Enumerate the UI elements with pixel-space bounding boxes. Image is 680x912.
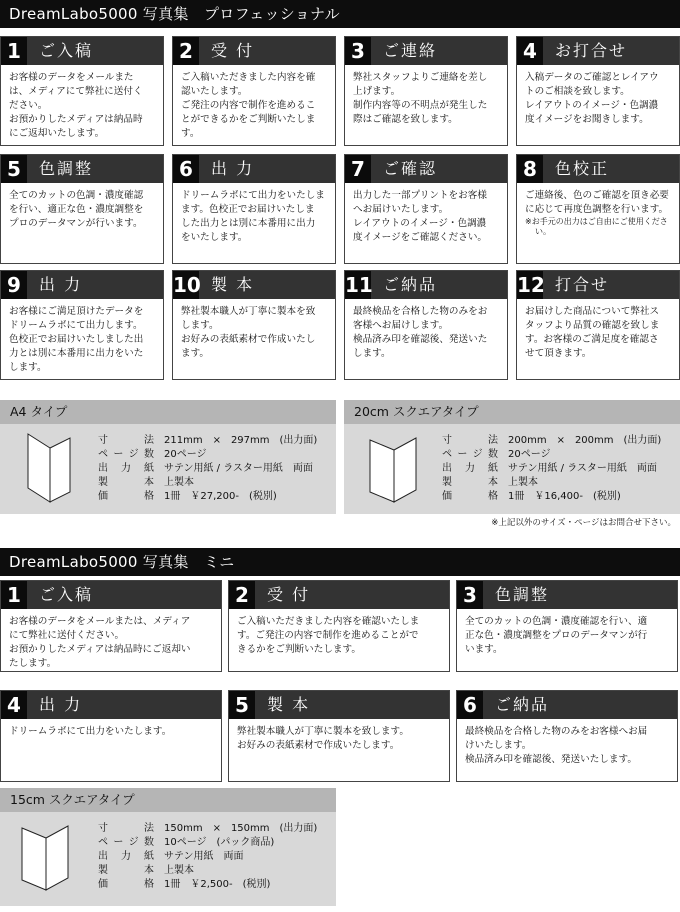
description-line: す。お客様のご満足度を確認さ xyxy=(525,334,659,345)
20cm-type-heading: 20cm スクエアタイプ xyxy=(344,400,680,424)
description-line: す。ご発注の内容で制作を進めることがで xyxy=(237,630,419,641)
step-title: 出 力 xyxy=(39,695,83,714)
15cm-specs xyxy=(98,822,317,892)
description-line: お届けした商品について弊社ス xyxy=(525,306,660,317)
step-title: ご納品 xyxy=(495,695,550,714)
15cm-type-heading: 15cm スクエアタイプ xyxy=(0,788,336,812)
step-description xyxy=(173,65,335,141)
description-line: ださい。 xyxy=(9,100,48,111)
spec-label: 寸 法 xyxy=(98,435,154,446)
description-line: 出力した一部プリントをお客様 xyxy=(353,190,487,201)
step-box xyxy=(516,270,680,380)
spec-label: 寸 法 xyxy=(442,435,498,446)
step-header xyxy=(229,691,449,719)
description-line: とができるかをご判断いたします。 xyxy=(181,114,316,139)
step-box xyxy=(0,270,164,380)
step-description xyxy=(345,65,507,127)
step-description xyxy=(229,609,449,657)
step-box xyxy=(0,690,222,782)
spec-value: サテン用紙 / ラスター用紙 両面 xyxy=(164,463,313,474)
step-title: 受 付 xyxy=(267,585,311,604)
step-title: 色調整 xyxy=(495,585,550,604)
spec-value: 上製本 xyxy=(508,477,538,488)
size-inquiry-note: ※上記以外のサイズ・ページはお問合せ下さい。 xyxy=(491,518,676,528)
step-box xyxy=(344,270,508,380)
step-header xyxy=(173,37,335,65)
description-line: 制作内容等の不明点が発生した xyxy=(353,100,488,111)
step-header xyxy=(517,271,679,299)
step-header xyxy=(1,581,221,609)
description-line: ご連絡後、色のご確認を頂き必要 xyxy=(525,190,669,201)
step-description xyxy=(457,609,677,657)
step-description xyxy=(517,65,679,127)
description-line: 際はご確認を致します。 xyxy=(353,114,458,125)
step-number: 12 xyxy=(517,273,545,297)
description-line: ドリームラボにて出力をいたしま xyxy=(181,190,325,201)
step-header xyxy=(457,581,677,609)
spec-value: サテン用紙 / ラスター用紙 両面 xyxy=(508,463,657,474)
step-header xyxy=(1,155,163,183)
step-title: 打合せ xyxy=(555,275,610,294)
description-line: した出力とは別に本番用に出力 xyxy=(181,218,316,229)
spec-label: 価 格 xyxy=(98,491,154,502)
step-number: 3 xyxy=(345,37,371,65)
step-description xyxy=(517,299,679,361)
step-description xyxy=(517,183,679,237)
step-number: 3 xyxy=(457,581,483,609)
step-title: 製 本 xyxy=(267,695,311,714)
description-line: 全てのカットの色調・濃度確認 xyxy=(9,190,144,201)
step-box xyxy=(172,154,336,264)
description-line: プロのデータマンが行います。 xyxy=(9,218,143,229)
step-box xyxy=(344,36,508,146)
spec-label: ページ数 xyxy=(98,449,154,460)
step-box xyxy=(172,270,336,380)
a4-specs xyxy=(98,434,317,504)
description-line: 客様へお届けします。 xyxy=(353,320,449,331)
step-number: 1 xyxy=(1,581,27,609)
step-number: 9 xyxy=(1,271,27,299)
description-line: します。 xyxy=(9,362,47,373)
step-title: ご納品 xyxy=(383,275,438,294)
step-description xyxy=(173,183,335,245)
spec-value: 1冊 ￥2,500- (税別) xyxy=(164,879,271,890)
spec-value: 上製本 xyxy=(164,865,194,876)
spec-value: 20ページ xyxy=(508,449,551,460)
20cm-type-panel xyxy=(344,424,680,514)
spec-label: 寸 法 xyxy=(98,823,154,834)
step-header xyxy=(457,691,677,719)
spec-value: 1冊 ￥16,400- (税別) xyxy=(508,491,621,502)
step-description xyxy=(1,183,163,231)
description-line: 弊社製本職人が丁寧に製本を致します。 xyxy=(237,726,409,737)
spec-label: 出力紙 xyxy=(98,463,154,474)
step-title: 出 力 xyxy=(211,159,255,178)
step-header xyxy=(345,37,507,65)
description-line: 度イメージをお聞きします。 xyxy=(525,114,649,125)
step-number: 2 xyxy=(229,581,255,609)
step-number: 10 xyxy=(173,273,201,297)
step-box xyxy=(456,580,678,672)
step-header xyxy=(173,155,335,183)
description-line: 度イメージをご確認ください。 xyxy=(353,232,488,243)
step-box xyxy=(228,690,450,782)
step-description xyxy=(1,609,221,671)
description-line: は、メディアにて弊社に送付く xyxy=(9,86,143,97)
description-line: にて弊社に送付ください。 xyxy=(9,630,125,641)
spec-value: 211mm × 297mm (出力面) xyxy=(164,435,318,446)
step-box xyxy=(228,580,450,672)
step-title: ご確認 xyxy=(383,159,438,178)
step-description xyxy=(457,719,677,767)
pro-banner: DreamLabo5000 写真集 プロフェッショナル xyxy=(0,0,680,28)
step-description xyxy=(173,299,335,361)
description-line: けいたします。 xyxy=(465,740,532,751)
step-description xyxy=(1,719,221,739)
a4-type-heading: A4 タイプ xyxy=(0,400,336,424)
description-line: ます。色校正でお届けいたしま xyxy=(181,204,315,215)
step-header xyxy=(345,155,507,183)
description-line: 色校正でお届けいたしました出 xyxy=(9,334,144,345)
description-line: きるかをご判断いたします。 xyxy=(237,644,361,655)
description-line: ご発注の内容で制作を進めるこ xyxy=(181,100,316,111)
step-header xyxy=(345,271,507,299)
description-line: 最終検品を合格した物のみをお客様へお届 xyxy=(465,726,648,737)
description-line: へお届けいたします。 xyxy=(353,204,449,215)
description-line: お好みの表紙素材で作成いたし xyxy=(181,334,316,345)
step-box xyxy=(516,36,680,146)
step-header xyxy=(517,37,679,65)
description-line: お好みの表紙素材で作成いたします。 xyxy=(237,740,400,751)
description-line: ご入稿いただきました内容を確 xyxy=(181,72,316,83)
step-number: 1 xyxy=(1,37,27,65)
step-number: 2 xyxy=(173,37,199,65)
step-box xyxy=(172,36,336,146)
spec-label: 製 本 xyxy=(98,477,154,488)
description-line: にご返却いたします。 xyxy=(9,128,105,139)
description-line: レイアウトのイメージ・色調濃 xyxy=(525,100,659,111)
step-note: ※お手元の出力はご自由にご使用ください。 xyxy=(525,217,668,236)
spec-label: 製 本 xyxy=(442,477,498,488)
step-header xyxy=(1,691,221,719)
description-line: 検品済み印を確認後、発送いた xyxy=(353,334,488,345)
step-number: 5 xyxy=(229,691,255,719)
description-line: せて頂きます。 xyxy=(525,348,592,359)
description-line: ご入稿いただきました内容を確認いたしま xyxy=(237,616,420,627)
step-number: 8 xyxy=(517,155,543,183)
description-line: ます。 xyxy=(181,348,210,359)
spec-label: ページ数 xyxy=(98,837,154,848)
description-line: 上げます。 xyxy=(353,86,401,97)
step-description xyxy=(345,183,507,245)
description-line: レイアウトのイメージ・色調濃 xyxy=(353,218,487,229)
description-line: を行い、適正な色・濃度調整を xyxy=(9,204,144,215)
description-line: 入稿データのご確認とレイアウ xyxy=(525,72,659,83)
description-line: ドリームラボにて出力をいたします。 xyxy=(9,726,172,737)
description-line: をいたします。 xyxy=(181,232,248,243)
step-box xyxy=(456,690,678,782)
open-book-icon xyxy=(368,434,418,504)
spec-value: 20ページ xyxy=(164,449,207,460)
15cm-type-panel xyxy=(0,812,336,906)
description-line: います。 xyxy=(465,644,503,655)
spec-label: 製 本 xyxy=(98,865,154,876)
description-line: 正な色・濃度調整をプロのデータマンが行 xyxy=(465,630,648,641)
step-header xyxy=(1,37,163,65)
step-description xyxy=(1,65,163,141)
step-header xyxy=(173,271,335,299)
spec-label: 価 格 xyxy=(442,491,498,502)
description-line: 最終検品を合格した物のみをお xyxy=(353,306,488,317)
step-number: 4 xyxy=(517,37,543,65)
description-line: 全てのカットの色調・濃度確認を行い、適 xyxy=(465,616,648,627)
step-header xyxy=(1,271,163,299)
step-title: ご連絡 xyxy=(383,41,438,60)
20cm-specs xyxy=(442,434,661,504)
description-line: お客様のデータをメールまたは、メディア xyxy=(9,616,191,627)
step-number: 6 xyxy=(457,691,483,719)
description-line: タッフより品質の確認を致しま xyxy=(525,320,660,331)
step-box xyxy=(344,154,508,264)
description-line: に応じて再度色調整を行います。 xyxy=(525,204,669,215)
step-title: 受 付 xyxy=(211,41,255,60)
description-line: お預かりしたメディアは納品時にご返却い xyxy=(9,644,191,655)
step-box xyxy=(0,154,164,264)
description-line: 検品済み印を確認後、発送いたします。 xyxy=(465,754,637,765)
step-box xyxy=(0,36,164,146)
spec-label: ページ数 xyxy=(442,449,498,460)
step-title: お打合せ xyxy=(555,41,628,60)
step-title: 色校正 xyxy=(555,159,610,178)
description-line: します。 xyxy=(353,348,391,359)
description-line: たします。 xyxy=(9,658,57,669)
step-header xyxy=(517,155,679,183)
description-line: トのご相談を致します。 xyxy=(525,86,630,97)
mini-banner: DreamLabo5000 写真集 ミニ xyxy=(0,548,680,576)
step-title: 出 力 xyxy=(39,275,83,294)
description-line: お預かりしたメディアは納品時 xyxy=(9,114,143,125)
description-line: します。 xyxy=(181,320,219,331)
step-box xyxy=(516,154,680,264)
step-title: 製 本 xyxy=(211,275,255,294)
spec-label: 価 格 xyxy=(98,879,154,890)
spec-value: 150mm × 150mm (出力面) xyxy=(164,823,318,834)
description-line: 認いたします。 xyxy=(181,86,248,97)
spec-value: 上製本 xyxy=(164,477,194,488)
open-book-icon xyxy=(20,822,70,892)
spec-value: 200mm × 200mm (出力面) xyxy=(508,435,662,446)
spec-value: サテン用紙 両面 xyxy=(164,851,244,862)
spec-value: 10ページ (パック商品) xyxy=(164,837,275,848)
step-number: 6 xyxy=(173,155,199,183)
step-description xyxy=(1,299,163,375)
step-number: 7 xyxy=(345,155,371,183)
step-title: ご入稿 xyxy=(39,585,94,604)
step-number: 4 xyxy=(1,691,27,719)
step-number: 5 xyxy=(1,155,27,183)
a4-type-panel xyxy=(0,424,336,514)
spec-label: 出力紙 xyxy=(98,851,154,862)
open-book-icon xyxy=(26,432,72,504)
description-line: お客様にご満足頂けたデータを xyxy=(9,306,144,317)
description-line: お客様のデータをメールまた xyxy=(9,72,134,83)
description-line: 力とは別に本番用に出力をいた xyxy=(9,348,144,359)
step-description xyxy=(345,299,507,361)
step-number: 11 xyxy=(345,273,373,297)
description-line: ドリームラボにて出力します。 xyxy=(9,320,143,331)
step-title: 色調整 xyxy=(39,159,94,178)
step-description xyxy=(229,719,449,753)
step-header xyxy=(229,581,449,609)
step-title: ご入稿 xyxy=(39,41,94,60)
spec-value: 1冊 ￥27,200- (税別) xyxy=(164,491,277,502)
spec-label: 出力紙 xyxy=(442,463,498,474)
description-line: 弊社スタッフよりご連絡を差し xyxy=(353,72,488,83)
description-line: 弊社製本職人が丁寧に製本を致 xyxy=(181,306,316,317)
step-box xyxy=(0,580,222,672)
